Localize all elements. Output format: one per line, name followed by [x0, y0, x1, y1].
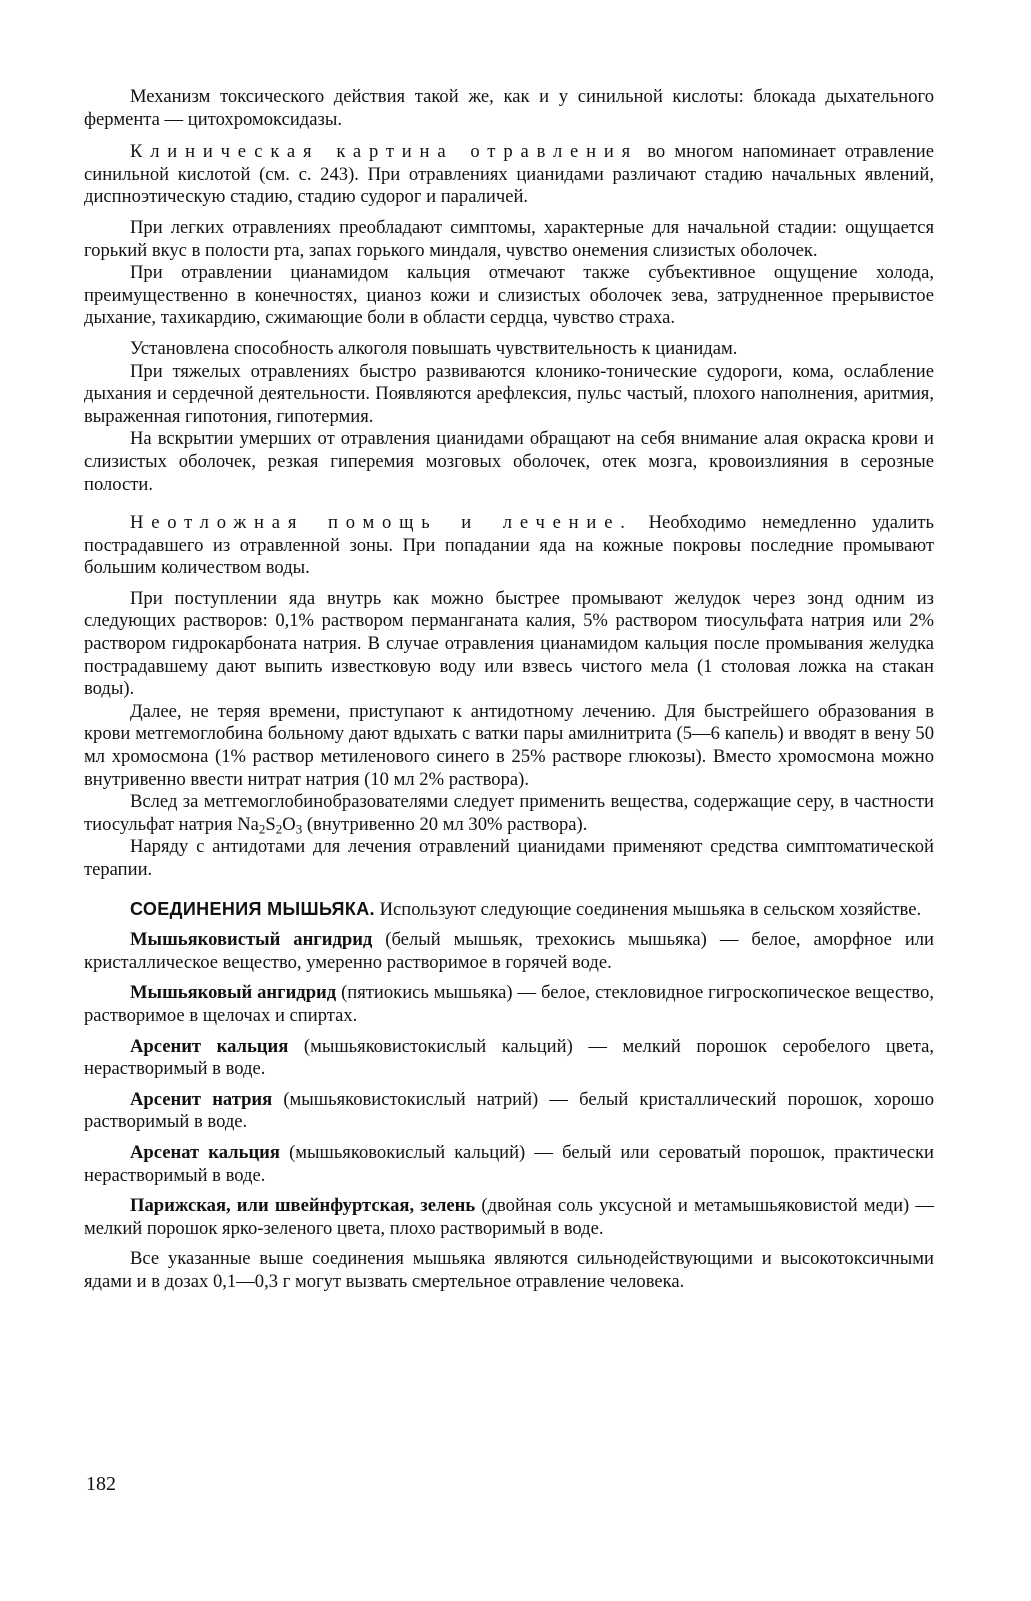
paragraph-text: (мышьяковокислый кальций) — белый или сероватый порошок, практически нерастворимый в воде.: [84, 1141, 934, 1186]
paragraph-cyanamide: [84, 262, 934, 330]
paragraph-text: Механизм токсического действия такой же, как и у синильной кислоты: блокада дыхательного фермента — цитохромоксидазы.: [84, 86, 934, 130]
paragraph-arsenic-compounds: [84, 898, 934, 922]
paragraph-text: (пятиокись мышьяка) — белое, стекловидное гигроскопическое вещество, растворимое в щелочах и спиртах.: [84, 982, 934, 1026]
paragraph-arsenic-anhydride: [84, 982, 934, 1027]
paragraph-text: (мышьяковистокислый натрий) — белый кристаллический порошок, хорошо растворимый в воде.: [84, 1088, 934, 1133]
page-body: [84, 86, 934, 1294]
paragraph-calcium-arsenite: [84, 1036, 934, 1081]
paragraph-arsenious-anhydride: [84, 929, 934, 974]
paragraph-text: Установлена способность алкоголя повышать чувствительность к цианидам.: [130, 337, 738, 359]
paragraph-text: При отравлении цианамидом кальция отмечают также субъективное ощущение холода, преимущественно в конечностях, цианоз кожи и слизистых оболочек зева, затрудненное прерывистое дыхание, тахикардию, сжимающие боли в области сердца, чувство страха.: [84, 262, 934, 329]
paragraph-gastric-lavage: [84, 588, 934, 701]
paragraph-text: Далее, не теряя времени, приступают к антидотному лечению. Для быстрейшего образования в крови метгемоглобина больному дают вдыхать с ватки пары амилнитрита (5—6 капель) и вводят в вену 50 мл хромосмона (1% раствор метиленового синего в 25% растворе глюкозы). Вместо хромосмона можно внутривенно ввести нитрат натрия (10 мл 2% раствора).: [84, 700, 934, 790]
paragraph-antidote: [84, 701, 934, 791]
page-number: 182: [86, 1473, 116, 1495]
paragraph-text: Используют следующие соединения мышьяка в сельском хозяйстве.: [374, 898, 922, 920]
paragraph-alcohol: [84, 338, 934, 361]
term-calcium-arsenate: Арсенат кальция: [130, 1141, 280, 1163]
subheading-emergency-aid: Неотложная помощь и лечение.: [130, 512, 633, 534]
term-calcium-arsenite: Арсенит кальция: [130, 1035, 289, 1057]
paragraph-text: O: [282, 813, 296, 835]
paragraph-text: (мышьяковистокислый кальций) — мелкий порошок серобелого цвета, нерастворимый в воде.: [84, 1035, 934, 1080]
paragraph-symptomatic: [84, 836, 934, 881]
paragraph-text: При тяжелых отравлениях быстро развиваются клонико-тонические судороги, кома, ослабление дыхания и сердечной деятельности. Появляются арефлексия, пульс частый, плохого наполнения, аритмия, выраженная гипотония, гипотермия.: [84, 360, 934, 427]
paragraph-text: На вскрытии умерших от отравления цианидами обращают на себя внимание алая окраска крови и слизистых оболочек, резкая гиперемия мозговых оболочек, отек мозга, кровоизлияния в серозные полости.: [84, 428, 934, 495]
term-sodium-arsenite: Арсенит натрия: [130, 1088, 273, 1110]
paragraph-thiosulfate: [84, 791, 934, 836]
paragraph-text: При поступлении яда внутрь как можно быстрее промывают желудок через зонд одним из следующих растворов: 0,1% раствором перманганата калия, 5% раствором тиосульфата натрия или 2% раствором гидрокарбоната натрия. В случае отравления цианамидом кальция после промывания желудка пострадавшему дают выпить известковую воду или взвесь чистого мела (1 столовая ложка на стакан воды).: [84, 587, 934, 700]
paragraph-calcium-arsenate: [84, 1142, 934, 1187]
paragraph-mild-poisoning: [84, 217, 934, 262]
term-paris-green: Парижская, или швейнфуртская, зелень: [130, 1195, 476, 1217]
subscript: 3: [295, 821, 303, 837]
paragraph-text: При легких отравлениях преобладают симптомы, характерные для начальной стадии: ощущается горький вкус в полости рта, запах горького миндаля, чувство онемения слизистых оболочек.: [84, 216, 934, 261]
paragraph-text: (внутривенно 20 мл 30% раствора).: [302, 813, 588, 835]
paragraph-mechanism: [84, 86, 934, 131]
section-heading-arsenic: СОЕДИНЕНИЯ МЫШЬЯКА.: [130, 898, 375, 919]
paragraph-severe-poisoning: [84, 361, 934, 429]
paragraph-clinical-picture: [84, 141, 934, 209]
paragraph-text: (двойная соль уксусной и метамышьяковистой меди) — мелкий порошок ярко-зеленого цвета, плохо растворимый в воде.: [84, 1195, 935, 1239]
subheading-clinical-picture: Клиническая картина отравления: [130, 141, 638, 163]
paragraph-text: S: [265, 813, 276, 835]
paragraph-text: Необходимо немедленно удалить пострадавшего из отравленной зоны. При попадании яда на кожные покровы последние промывают большим количеством воды.: [84, 512, 934, 579]
paragraph-paris-green: [84, 1195, 934, 1240]
paragraph-emergency-aid: [84, 512, 934, 580]
subscript: 2: [275, 821, 283, 837]
paragraph-autopsy: [84, 428, 934, 496]
paragraph-text: Наряду с антидотами для лечения отравлений цианидами применяют средства симптоматической терапии.: [84, 836, 934, 880]
subscript: 2: [258, 821, 266, 837]
paragraph-text: Все указанные выше соединения мышьяка являются сильнодействующими и высокотоксичными ядами и в дозах 0,1—0,3 г могут вызвать смертельное отравление человека.: [84, 1248, 934, 1292]
paragraph-text: (белый мышьяк, трехокись мышьяка) — белое, аморфное или кристаллическое вещество, умеренно растворимое в горячей воде.: [84, 929, 935, 973]
paragraph-text: Вслед за метгемоглобинобразователями следует применить вещества, содержащие серу, в частности тиосульфат натрия Na: [84, 791, 934, 835]
term-arsenious-anhydride: Мышьяковистый ангидрид: [130, 929, 373, 951]
term-arsenic-anhydride: Мышьяковый ангидрид: [130, 982, 337, 1004]
paragraph-lethal-dose: [84, 1248, 934, 1293]
paragraph-sodium-arsenite: [84, 1089, 934, 1134]
paragraph-text: во многом напоминает отравление синильной кислотой (см. с. 243). При отравлениях цианидами различают стадию начальных явлений, диспноэтическую стадию, стадию судорог и параличей.: [84, 141, 934, 208]
